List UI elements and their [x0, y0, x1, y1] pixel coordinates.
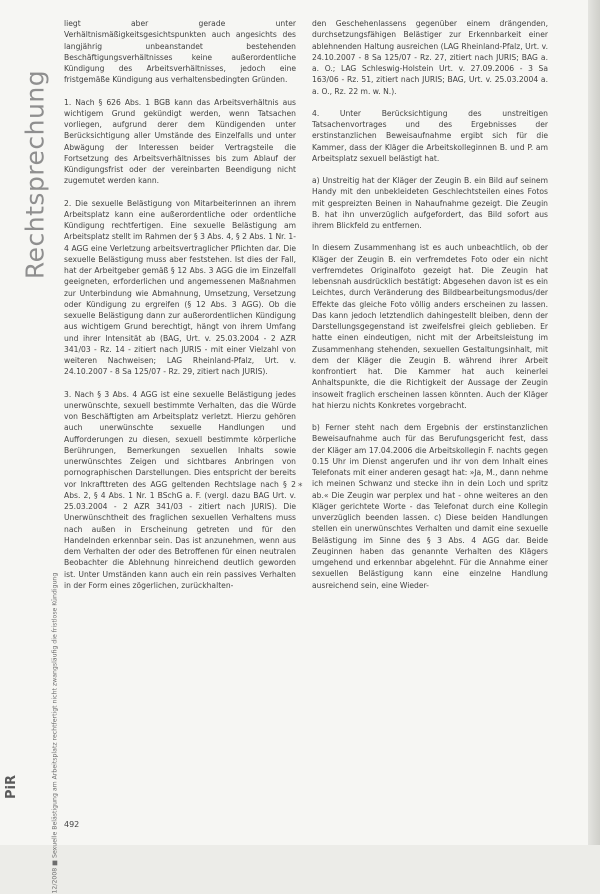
journal-logo: PiR — [4, 775, 19, 799]
paragraph: den Geschehenlassens gegenüber einem drängenden, durchsetzungsfähigen Belästiger zur Erkennbarkeit einer ablehnenden Haltung ausreichen (LAG Rheinland-Pfalz, Urt. v. 24.10.2007 - 8 Sa 125/07 - Rz. 27, zitiert nach JURIS; BAG a. a. O.; LAG Schleswig-Holstein Urt. v. 27.09.2006 - 3 Sa 163/06 - Rz. 51, zitiert nach JURIS; BAG, Urt. v. 25.03.2004 a. a. O., Rz. 22 m. w. N.). — [312, 19, 548, 96]
right-column — [312, 18, 548, 602]
paragraph: a) Unstreitig hat der Kläger der Zeugin B. ein Bild auf seinem Handy mit den unbekleideten Geschlechtsteilen eines Fotos mit gespreizten Beinen in Nahaufnahme gezeigt. Die Zeugin B. hat ihn unverzüglich aufgefordert, das Bild sofort aus ihrem Blickfeld zu entfernen. — [312, 176, 548, 230]
left-column — [64, 18, 296, 602]
paragraph: 2. Die sexuelle Belästigung von Mitarbeiterinnen an ihrem Arbeitsplatz kann eine außerordentliche oder ordentliche Kündigung rechtfertigen. Eine sexuelle Belästigung am Arbeitsplatz stellt im Rahmen der § 3 Abs. 4, § 2 Abs. 1 Nr. 1-4 AGG eine Verletzung arbeitsvertraglicher Pflichten dar. Die sexuelle Belästigung muss aber feststehen. Ist dies der Fall, hat der Arbeitgeber gemäß § 12 Abs. 3 AGG die im Einzelfall geeigneten, erforderlichen und angemessenen Maßnahmen zur Unterbindung wie Abmahnung, Umsetzung, Versetzung oder Kündigung zu ergreifen (§ 12 Abs. 3 AGG). Ob die sexuelle Belästigung dann zur außerordentlichen Kündigung aus wichtigem Grund berechtigt, hängt von ihrem Umfang und ihrer Intensität ab (BAG, Urt. v. 25.03.2004 - 2 AZR 341/03 - Rz. 14 - zitiert nach JURIS - mit einer Vielzahl von weiteren Nachweisen; LAG Rheinland-Pfalz, Urt. v. 24.10.2007 - 8 Sa 125/07 - Rz. 29, zitiert nach JURIS). — [64, 198, 296, 377]
section-title: Rechtsprechung — [20, 69, 50, 280]
paragraph: In diesem Zusammenhang ist es auch unbeachtlich, ob der Kläger der Zeugin B. ein verfremdetes Foto oder ein nicht verfremdetes Originalfoto gezeigt hat. Die Zeugin hat lebensnah ausdrücklich bestätigt: Abgesehen davon ist es ein Leichtes, durch Veränderung des Bildbearbeitungsmodus/der Effekte das gleiche Foto völlig anders erscheinen zu lassen. Das kann jedoch letztendlich dahingestellt bleiben, denn der Darstellungsgegenstand ist zweifelsfrei gleich geblieben. Er hatte einen eindeutigen, nicht mit der Arbeitsleistung im Zusammenhang stehenden, sexuellen Gestaltungsinhalt, mit dem der Kläger die Zeugin B. während ihrer Arbeit konfrontiert hat. Die Kammer hat auch keinerlei Anhaltspunkte, die die Richtigkeit der Aussage der Zeugin insoweit fraglich erscheinen lassen könnten. Auch der Kläger hat hierzu nichts Konkretes vorgebracht. — [312, 243, 548, 410]
page-margin — [0, 0, 59, 894]
page-edge — [588, 0, 600, 845]
sidebar-citation — [52, 394, 59, 894]
margin-mark: * — [298, 482, 303, 492]
page-number: 492 — [64, 820, 80, 829]
citation-separator: ■ — [51, 857, 59, 866]
journal-issue: 12/2008 — [51, 867, 59, 894]
paragraph: 4. Unter Berücksichtigung des unstreitigen Tatsachenvortrages und des Ergebnisses der erstinstanzlichen Beweisaufnahme ergibt sich für die Kammer, dass der Kläger die Arbeitskolleginnen B. und P. am Arbeitsplatz sexuell belästigt hat. — [312, 108, 548, 163]
paragraph: 1. Nach § 626 Abs. 1 BGB kann das Arbeitsverhältnis aus wichtigem Grund gekündigt werden, wenn Tatsachen vorliegen, aufgrund derer dem Kündigenden unter Berücksichtigung aller Umstände des Einzelfalls und unter Abwägung der Interessen beider Vertragsteile die Fortsetzung des Arbeitsverhältnisses bis zum Ablauf der Kündigungsfrist oder der vereinbarten Beendigung nicht zugemutet werden kann. — [64, 97, 296, 186]
paragraph: 3. Nach § 3 Abs. 4 AGG ist eine sexuelle Belästigung jedes unerwünschte, sexuell bestimmte Verhalten, das die Würde von Beschäftigten am Arbeitsplatz verletzt. Hierzu gehören auch unerwünschte sexuelle Handlungen und Aufforderungen zu diesen, sexuell bestimmte körperliche Berührungen, Bemerkungen sexuellen Inhalts sowie unerwünschtes Zeigen und sichtbares Anbringen von pornographischen Darstellungen. Dies entspricht der bereits vor Inkrafttreten des AGG geltenden Rechtslage nach § 2 Abs. 2, § 4 Abs. 1 Nr. 1 BSchG a. F. (vergl. dazu BAG Urt. v. 25.03.2004 - 2 AZR 341/03 - zitiert nach JURIS). Die Unerwünschtheit des fraglichen sexuellen Verhaltens muss nach außen in Erscheinung getreten und für den Handelnden erkennbar sein. Das ist anzunehmen, wenn aus dem Verhalten der oder des Betroffenen für einen neutralen Beobachter die Ablehnung hinreichend deutlich geworden ist. Unter Umständen kann auch ein rein passives Verhalten in der Form eines zögerlichen, zurückhalten- — [64, 389, 296, 590]
citation-text: Sexuelle Belästigung am Arbeitsplatz rechtfertigt nicht zwangsläufig die fristlose Kündigung — [51, 572, 59, 858]
paragraph: b) Ferner steht nach dem Ergebnis der erstinstanzlichen Beweisaufnahme auch für das Berufungsgericht fest, dass der Kläger am 17.04.2006 die Arbeitskollegin F. nachts gegen 0.15 Uhr im Dienst angerufen und ihr von dem Inhalt eines Telefonats mit einer anderen gesagt hat: »Ja, M., dann nehme ich meinen Schwanz und stecke ihn in dein Loch und spritz ab.« Die Zeugin war perplex und hat - ohne weiteres an den Kläger gerichtete Worte - das Telefonat durch eine Kollegin unverzüglich beenden lassen. c) Diese beiden Handlungen stellen ein unerwünschtes Verhalten und damit eine sexuelle Belästigung im Sinne des § 3 Abs. 4 AGG dar. Beide Zeuginnen haben das genannte Verhalten des Klägers umgehend und erkennbar abgelehnt. Für die Annahme einer sexuellen Belästigung kann eine einzelne Handlung ausreichend sein, eine Wieder- — [312, 423, 548, 590]
paragraph: liegt aber gerade unter Verhältnismäßigkeitsgesichtspunkten auch angesichts des langjährig unbeanstandet bestehenden Beschäftigungsverhältnisses keine außerordentliche Kündigung des Arbeitsverhältnisses, jedoch eine fristgemäße Kündigung aus verhaltensbedingten Gründen. — [64, 19, 296, 85]
